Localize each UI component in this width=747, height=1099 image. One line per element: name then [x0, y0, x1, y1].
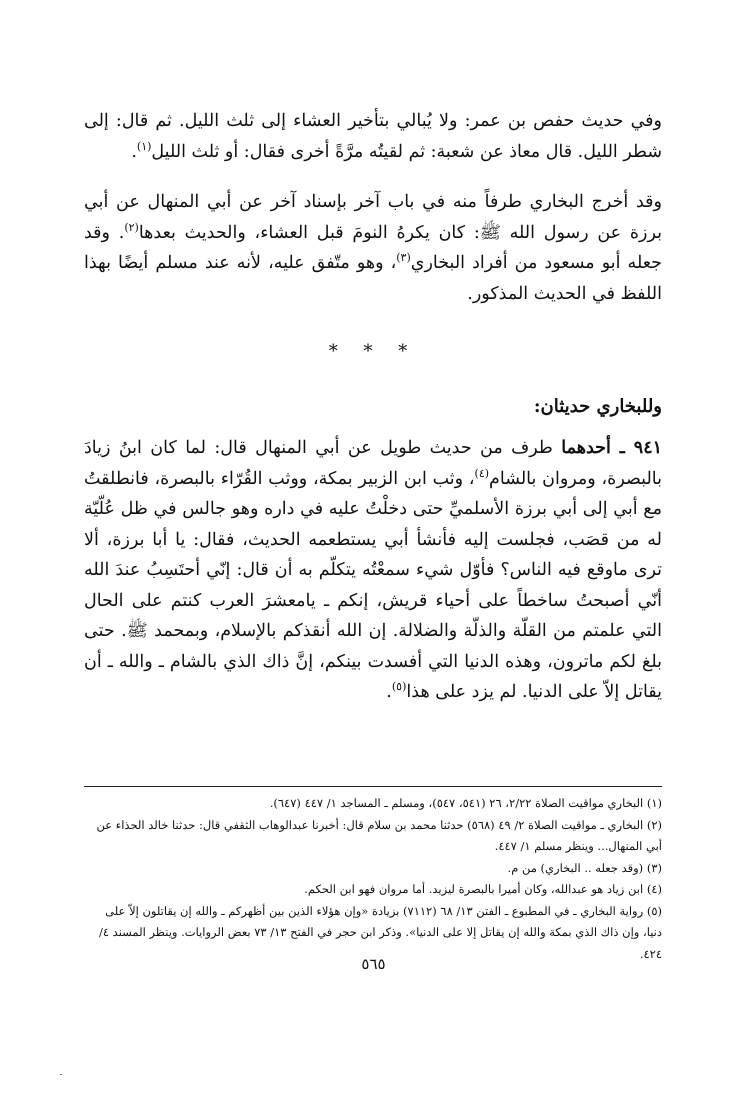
paragraph-bukhari-extract — [84, 187, 662, 309]
hadith-text: طرف من حديث طويل عن أبي المنهال قال: لما كان ابنُ زيادَ بالبصرة، ومروان بالشام — [84, 438, 662, 489]
footnotes — [84, 793, 662, 965]
footnote-separator — [84, 786, 662, 787]
paragraph-text: وقد أخرج البخاري طرفاً منه في باب آخر بإسناد آخر عن أبي المنهال عن أبي برزة عن رسول الله ﷺ: كان يكرهُ النومَ قبل العشاء، والحديث بعدها — [84, 192, 662, 243]
scan-speck — [60, 1074, 62, 1075]
footnote: (٤) ابن زياد هو عبدالله، وكان أميرا بالبصرة ليزيد. أما مروان فهو ابن الحكم. — [304, 882, 662, 896]
hadith-941 — [84, 433, 662, 708]
paragraph-hafs-narration: وفي حديث حفص بن عمر: ولا يُبالي بتأخير العشاء إلى ثلث الليل. ثم قال: إلى شطر الليل. قال معاذ عن شعبة: ثم لقيتُه مرَّةً أخرى فقال: أو ثلث الليل$^{(١)}$. — [84, 111, 662, 162]
paragraph-text: . وقد جعله أبو مسعود من أفراد البخاري — [84, 222, 662, 273]
paragraph-text: وفي حديث حفص بن عمر: ولا يُبالي بتأخير العشاء إلى ثلث الليل. ثم قال: إلى شطر الليل. قال معاذ عن شعبة: ثم لقيتُه مرَّةً أخرى فقال: أو ثلث الليل — [84, 111, 662, 162]
hadith-number: ٩٤١ ـ أحدهما — [561, 438, 662, 458]
section-heading: وللبخاري حديثان: — [533, 396, 662, 417]
footnote-ref-2: (٢) — [124, 220, 139, 234]
footnote-ref-5: (٥) — [391, 680, 407, 694]
footnote: (١) البخاري مواقيت الصلاة ٢/٢٢، ٢٦ (٥٤١، ٥٤٧)، ومسلم ـ المساجد ١/ ٤٤٧ (٦٤٧). — [269, 796, 662, 810]
footnote-ref-1: (١) — [136, 139, 152, 153]
footnote-ref-3: (٣) — [396, 251, 411, 265]
footnote: (٢) البخاري ـ مواقيت الصلاة ٢/ ٤٩ (٥٦٨) حدثنا محمد بن سلام قال: أخبرنا عبدالوهاب الثقفي قال: حدثنا خالد الحذاء عن أبي المنهال... وينظر مسلم ١/ ٤٤٧. — [96, 817, 662, 853]
footnote-ref-4: (٤) — [474, 466, 490, 480]
hadith-text: ، وثب ابن الزبير بمكة، ووثب القُرّاء بالبصرة، فانطلقتُ مع أبي إلى أبي برزة الأسلميِّ حتى دخلْتُ عليه في داره وهو جالس في ظل عُلّيّة له من قصَب، فجلست إليه فأنشأ أبي يستطعمه الحديث، فقال: يا أبا برزة، ألا ترى ماوقع فيه الناس؟ فأوّل شيء سمعْتُه يتكلّم به أن قال: إنّي أحتَسِبُ عندَ الله أنّي أصبحتُ ساخطاً على أحياء قريش، إنكم ـ يامعشرَ العرب كنتم على الحال التي علمتم من القلّة والذلّة والضلالة. إن الله أنقذكم بالإسلام، وبمحمد ﷺ. حتى بلغ لكم ماترون، وهذه الدنيا التي أفسدت بينكم، إنَّ ذاك الذي بالشام ـ والله ـ أن يقاتل إلاّ على الدنيا. لم يزد على هذا — [84, 468, 662, 702]
footnote: (٥) رواية البخاري ـ في المطبوع ـ الفتن ١٣/ ٦٨ (٧١١٢) بزيادة «وإن هؤلاء الذين بين أظهركم ـ والله إن يقاتلون إلاّ على دنيا، وإن ذاك الذي بمكة والله إن يقاتل إلا على الدنيا». وذكر ابن حجر في الفتح ١٣/ ٧٣ بعض الروايات. وينظر المسند ٤/ ٤٢٤. — [98, 903, 662, 961]
page-number: ٥٦٥ — [361, 955, 386, 973]
section-divider-stars: * * * — [328, 341, 418, 362]
hadith-text-end: . — [386, 682, 392, 702]
footnote: (٣) (وقد جعله .. البخاري) من م. — [507, 860, 662, 875]
paragraph-text: ، وهو متّفق عليه، لأنه عند مسلم أيضًا بهذا اللفظ في الحديث المذكور. — [84, 253, 662, 304]
